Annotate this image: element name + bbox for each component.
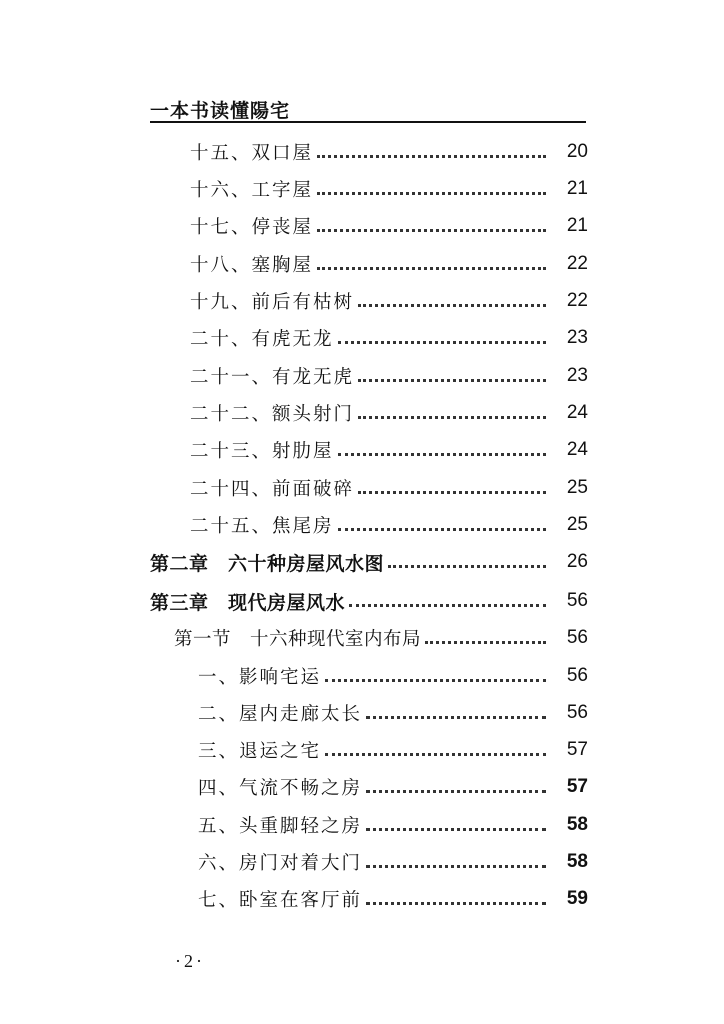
toc-entry-page: 23 — [566, 365, 588, 386]
toc-entry[interactable] — [198, 847, 588, 877]
toc-entry-title: 二十、有虎无龙 — [190, 329, 334, 350]
toc-entry-page: 22 — [566, 253, 588, 274]
toc-entry-page: 57 — [566, 739, 588, 760]
toc-entry-title: 一、影响宅运 — [198, 667, 322, 688]
toc-entry-title: 二十三、射肋屋 — [190, 441, 334, 462]
toc-entry-title: 三、退运之宅 — [198, 741, 322, 762]
toc-entry-title: 十九、前后有枯树 — [190, 292, 355, 313]
toc-entry-page: 21 — [566, 178, 588, 199]
dot-leader — [325, 661, 546, 691]
toc-entry[interactable] — [190, 249, 588, 279]
toc-entry-title: 十五、双口屋 — [190, 143, 314, 164]
toc-entry-title: 四、气流不畅之房 — [198, 778, 363, 799]
toc-entry-title: 二十四、前面破碎 — [190, 479, 355, 500]
dot-leader — [338, 323, 546, 353]
dot-leader — [366, 810, 546, 840]
dot-leader — [388, 547, 546, 577]
toc-entry[interactable] — [190, 211, 588, 241]
toc-entry-title: 六、房门对着大门 — [198, 853, 363, 874]
toc-entry-title: 二十二、额头射门 — [190, 404, 355, 425]
dot-leader — [325, 735, 546, 765]
toc-entry-page: 56 — [566, 702, 588, 723]
toc-entry-page: 26 — [566, 551, 588, 572]
toc-entry-page: 59 — [566, 888, 588, 909]
toc-chapter-title: 第三章 现代房屋风水 — [150, 591, 346, 614]
toc-entry[interactable] — [190, 286, 588, 316]
toc-entry-page: 57 — [566, 776, 588, 797]
dot-leader — [358, 473, 546, 503]
toc-entry[interactable] — [190, 137, 588, 167]
dot-leader — [338, 435, 546, 465]
toc-entry-page: 24 — [566, 439, 588, 460]
toc-entry-page: 20 — [566, 141, 588, 162]
dot-leader — [317, 211, 546, 241]
toc-chapter-3[interactable] — [150, 586, 588, 616]
toc-entry[interactable] — [190, 174, 588, 204]
dot-leader — [425, 623, 546, 653]
dot-leader — [366, 847, 546, 877]
toc-entry-title: 十六、工字屋 — [190, 180, 314, 201]
toc-entry-page: 58 — [566, 814, 588, 835]
toc-entry[interactable] — [198, 810, 588, 840]
toc-chapter-2[interactable] — [150, 547, 588, 577]
dot-leader — [317, 137, 546, 167]
toc-entry-title: 五、头重脚轻之房 — [198, 816, 363, 837]
toc-entry-title: 二十五、焦尾房 — [190, 516, 334, 537]
toc-entry[interactable] — [190, 473, 588, 503]
toc-entry[interactable] — [190, 323, 588, 353]
page-number: ·2· — [175, 951, 205, 971]
toc-entry-page: 22 — [566, 290, 588, 311]
dot-leader — [366, 772, 546, 802]
toc-entry-page: 24 — [566, 402, 588, 423]
toc-entry-page: 56 — [566, 590, 588, 611]
toc-entry-page: 25 — [566, 514, 588, 535]
toc-entry[interactable] — [190, 361, 588, 391]
toc-entry[interactable] — [190, 398, 588, 428]
toc-entry[interactable] — [190, 435, 588, 465]
dot-leader — [366, 884, 546, 914]
toc-entry[interactable] — [198, 735, 588, 765]
toc-chapter-title: 第二章 六十种房屋风水图 — [150, 552, 385, 575]
toc-entry-title: 七、卧室在客厅前 — [198, 890, 363, 911]
dot-leader — [358, 286, 546, 316]
toc-entry-page: 56 — [566, 665, 588, 686]
dot-leader — [338, 510, 546, 540]
toc-section-title: 第一节 十六种现代室内布局 — [174, 629, 422, 650]
header-rule — [150, 121, 586, 123]
dot-leader — [317, 174, 546, 204]
toc-entry-title: 十七、停丧屋 — [190, 217, 314, 238]
toc-entry-page: 56 — [566, 627, 588, 648]
dot-leader — [317, 249, 546, 279]
toc-entry-title: 二、屋内走廊太长 — [198, 704, 363, 725]
toc-entry-page: 58 — [566, 851, 588, 872]
toc-entry-page: 21 — [566, 215, 588, 236]
toc-entry-page: 23 — [566, 327, 588, 348]
toc-entry[interactable] — [198, 698, 588, 728]
toc-entry[interactable] — [190, 510, 588, 540]
toc-entry-page: 25 — [566, 477, 588, 498]
dot-leader — [358, 398, 546, 428]
toc-entry-title: 十八、塞胸屋 — [190, 255, 314, 276]
running-header-title: 一本书读懂陽宅 — [150, 100, 291, 122]
toc-entry-title: 二十一、有龙无虎 — [190, 367, 355, 388]
dot-leader — [366, 698, 546, 728]
dot-leader — [358, 361, 546, 391]
toc-entry[interactable] — [198, 772, 588, 802]
toc-entry[interactable] — [198, 884, 588, 914]
toc-section-1[interactable] — [174, 623, 588, 653]
toc-entry[interactable] — [198, 661, 588, 691]
dot-leader — [349, 586, 546, 616]
